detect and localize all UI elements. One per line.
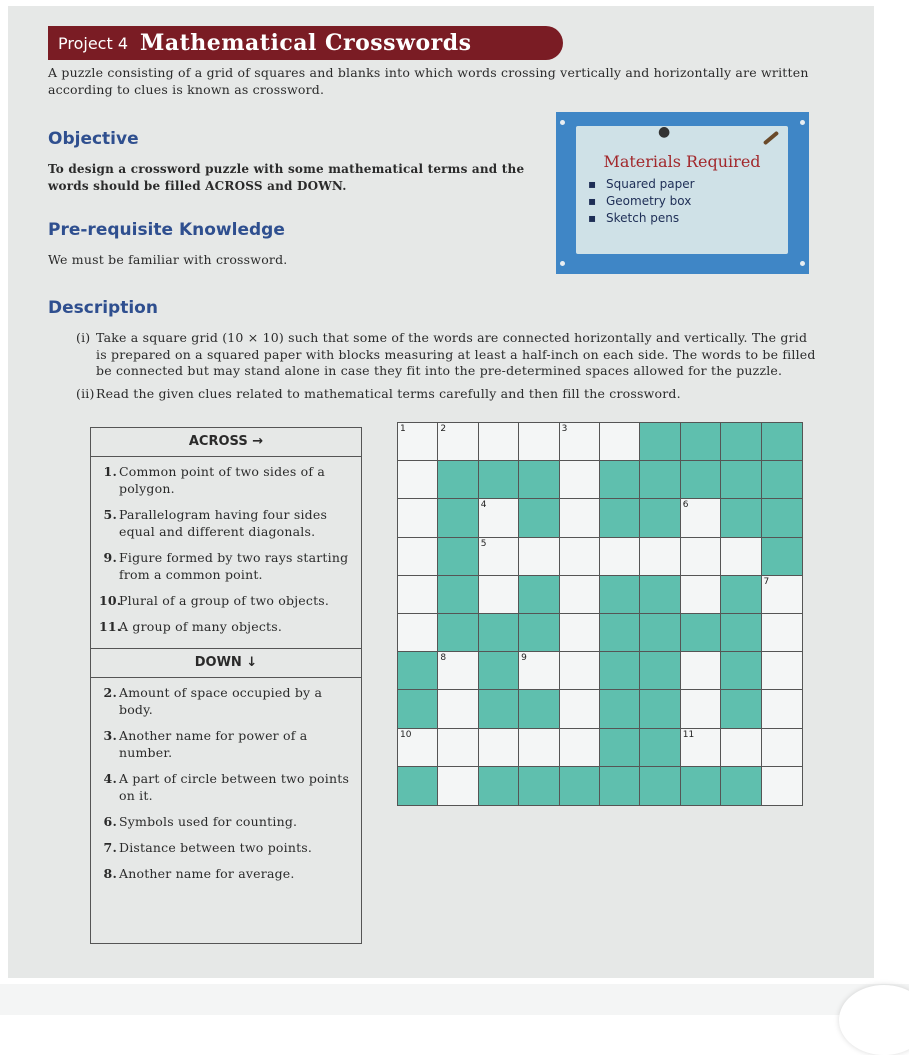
crossword-block-cell xyxy=(438,614,478,652)
pin-icon xyxy=(560,120,565,125)
crossword-cell[interactable] xyxy=(398,729,438,767)
crossword-cell[interactable] xyxy=(479,576,519,614)
crossword-cell[interactable] xyxy=(762,652,802,690)
crossword-block-cell xyxy=(600,614,640,652)
crossword-block-cell xyxy=(438,461,478,499)
crossword-block-cell xyxy=(398,652,438,690)
crossword-cell[interactable] xyxy=(560,690,600,728)
down-clue xyxy=(103,727,353,761)
cell-number: 3 xyxy=(561,424,568,434)
cell-number: 7 xyxy=(763,576,770,587)
cell-number: 6 xyxy=(682,500,689,511)
crossword-cell[interactable] xyxy=(398,423,438,461)
clue-number: 2. xyxy=(103,685,117,700)
description-item xyxy=(76,386,816,403)
crossword-block-cell xyxy=(640,576,680,614)
across-heading: ACROSS → xyxy=(91,428,361,457)
clue-number: 1. xyxy=(103,464,117,479)
crossword-block-cell xyxy=(721,614,761,652)
crossword-block-cell xyxy=(721,652,761,690)
crossword-cell[interactable] xyxy=(438,423,478,461)
crossword-block-cell xyxy=(479,652,519,690)
clue-number: 8. xyxy=(103,866,117,881)
clue-text: Plural of a group of two objects. xyxy=(119,593,330,608)
clue-number: 9. xyxy=(103,550,117,565)
project-title: Mathematical Crosswords xyxy=(140,30,472,56)
crossword-cell[interactable] xyxy=(519,423,559,461)
crossword-block-cell xyxy=(762,461,802,499)
clue-text: Parallelogram having four sides equal and different diagonals. xyxy=(119,507,328,539)
crossword-block-cell xyxy=(519,499,559,537)
crossword-cell[interactable] xyxy=(721,538,761,576)
project-label: Project 4 xyxy=(58,33,129,53)
crossword-block-cell xyxy=(600,461,640,499)
across-clue xyxy=(99,592,353,609)
description-item-text: Take a square grid (10 × 10) such that some of the words are connected horizontally and vertically. The grid is prepared on a squared paper with blocks measuring at least a half-inch on each side. The words to be filled be connected but may stand alone in case they fit into the pre-determined spaces allowed for the puzzle. xyxy=(96,330,816,378)
crossword-cell[interactable] xyxy=(721,729,761,767)
crossword-block-cell xyxy=(640,652,680,690)
crossword-cell[interactable] xyxy=(600,538,640,576)
crossword-block-cell xyxy=(762,538,802,576)
materials-item: ▪ Sketch pens xyxy=(606,210,695,227)
materials-list xyxy=(606,176,695,227)
clue-text: Distance between two points. xyxy=(119,840,313,855)
prerequisite-text: We must be familiar with crossword. xyxy=(48,252,288,267)
crossword-cell[interactable] xyxy=(681,652,721,690)
clue-number: 5. xyxy=(103,507,117,522)
crossword-block-cell xyxy=(600,690,640,728)
pin-icon xyxy=(800,120,805,125)
down-clue xyxy=(103,839,353,856)
crossword-cell[interactable] xyxy=(438,767,478,805)
crossword-block-cell xyxy=(438,499,478,537)
page-curl xyxy=(839,985,909,1055)
crossword-cell[interactable] xyxy=(560,652,600,690)
clue-text: A part of circle between two points on it. xyxy=(119,771,350,803)
crossword-cell[interactable] xyxy=(479,499,519,537)
down-clue xyxy=(103,813,353,830)
crossword-cell[interactable] xyxy=(681,690,721,728)
crossword-cell[interactable] xyxy=(600,423,640,461)
crossword-block-cell xyxy=(519,767,559,805)
description-item-text: Read the given clues related to mathematical terms carefully and then fill the crossword. xyxy=(96,385,681,401)
description-item-number: (i) xyxy=(76,330,91,345)
description-item-number: (ii) xyxy=(76,385,95,401)
down-clues xyxy=(91,678,361,895)
crossword-cell[interactable] xyxy=(681,729,721,767)
crossword-block-cell xyxy=(479,614,519,652)
background-strip xyxy=(0,984,909,1015)
across-clue xyxy=(103,463,353,497)
crossword-block-cell xyxy=(762,499,802,537)
down-heading: DOWN ↓ xyxy=(91,648,361,678)
down-clue xyxy=(103,684,353,718)
crossword-cell[interactable] xyxy=(762,614,802,652)
cell-number: 11 xyxy=(682,729,695,740)
pin-icon xyxy=(560,261,565,266)
crossword-block-cell xyxy=(479,461,519,499)
clue-text: Another name for average. xyxy=(119,866,295,881)
clue-number: 7. xyxy=(103,840,117,855)
across-clue xyxy=(103,506,353,540)
project-title-bar xyxy=(48,26,563,60)
crossword-cell[interactable] xyxy=(398,538,438,576)
clue-text: Amount of space occupied by a body. xyxy=(119,685,323,717)
cell-number: 8 xyxy=(440,653,447,664)
cell-number: 5 xyxy=(480,538,487,549)
objective-heading: Objective xyxy=(48,129,139,149)
crossword-cell[interactable] xyxy=(681,499,721,537)
crossword-block-cell xyxy=(762,423,802,461)
crossword-cell[interactable] xyxy=(438,729,478,767)
crossword-block-cell xyxy=(721,423,761,461)
materials-item: ▪ Squared paper xyxy=(606,176,695,193)
crossword-block-cell xyxy=(479,767,519,805)
crossword-cell[interactable] xyxy=(560,729,600,767)
crossword-grid xyxy=(397,422,803,806)
crossword-cell[interactable] xyxy=(479,729,519,767)
clue-text: Common point of two sides of a polygon. xyxy=(119,464,326,496)
crossword-block-cell xyxy=(438,538,478,576)
clue-number: 11. xyxy=(99,619,122,634)
crossword-cell[interactable] xyxy=(438,690,478,728)
crossword-cell[interactable] xyxy=(560,499,600,537)
materials-title: Materials Required xyxy=(603,152,761,171)
crossword-block-cell xyxy=(519,614,559,652)
crossword-block-cell xyxy=(681,614,721,652)
clue-text: Another name for power of a number. xyxy=(119,728,308,760)
description-list xyxy=(76,330,816,408)
crossword-block-cell xyxy=(721,461,761,499)
crossword-cell[interactable] xyxy=(438,652,478,690)
crossword-block-cell xyxy=(640,690,680,728)
crossword-block-cell xyxy=(681,423,721,461)
crossword-block-cell xyxy=(640,729,680,767)
crossword-cell[interactable] xyxy=(762,729,802,767)
crossword-cell[interactable] xyxy=(762,767,802,805)
clues-table xyxy=(90,427,362,944)
crossword-block-cell xyxy=(600,576,640,614)
crossword-cell[interactable] xyxy=(560,576,600,614)
crossword-block-cell xyxy=(519,461,559,499)
materials-box xyxy=(556,112,809,274)
crossword-cell[interactable] xyxy=(681,576,721,614)
crossword-cell[interactable] xyxy=(560,538,600,576)
crossword-block-cell xyxy=(640,423,680,461)
clue-text: Symbols used for counting. xyxy=(119,814,298,829)
objective-text: To design a crossword puzzle with some mathematical terms and the words should be filled ACROSS and DOWN. xyxy=(48,162,525,193)
crossword-block-cell xyxy=(438,576,478,614)
crossword-cell[interactable] xyxy=(519,538,559,576)
crossword-block-cell xyxy=(721,767,761,805)
cell-number: 10 xyxy=(400,729,412,740)
prerequisite-heading: Pre-requisite Knowledge xyxy=(48,220,285,240)
down-clue xyxy=(103,770,353,804)
clue-number: 3. xyxy=(103,728,117,743)
crossword-cell[interactable] xyxy=(398,461,438,499)
crossword-cell[interactable] xyxy=(519,729,559,767)
clue-number: 10. xyxy=(99,593,122,608)
description-item xyxy=(76,330,816,380)
crossword-cell[interactable] xyxy=(640,538,680,576)
crossword-cell[interactable] xyxy=(479,538,519,576)
clue-text: Figure formed by two rays starting from a common point. xyxy=(119,550,349,582)
crossword-block-cell xyxy=(398,690,438,728)
crossword-block-cell xyxy=(479,690,519,728)
crossword-block-cell xyxy=(600,729,640,767)
crossword-block-cell xyxy=(681,767,721,805)
cell-number: 9 xyxy=(521,653,527,664)
crossword-block-cell xyxy=(721,690,761,728)
crossword-block-cell xyxy=(600,767,640,805)
crossword-block-cell xyxy=(640,499,680,537)
down-clue xyxy=(103,865,353,882)
crossword-block-cell xyxy=(519,690,559,728)
across-clue xyxy=(99,618,353,635)
clue-number: 4. xyxy=(103,771,117,786)
crossword-block-cell xyxy=(519,576,559,614)
crossword-block-cell xyxy=(721,499,761,537)
crossword-block-cell xyxy=(600,652,640,690)
crossword-block-cell xyxy=(681,461,721,499)
crossword-block-cell xyxy=(640,767,680,805)
crossword-block-cell xyxy=(398,767,438,805)
crossword-block-cell xyxy=(560,767,600,805)
crossword-block-cell xyxy=(721,576,761,614)
cell-number: 1 xyxy=(400,424,406,434)
crossword-cell[interactable] xyxy=(762,690,802,728)
materials-note xyxy=(576,126,788,254)
cell-number: 4 xyxy=(480,500,487,511)
crossword-cell[interactable] xyxy=(398,499,438,537)
across-clues xyxy=(91,457,361,648)
cell-number: 2 xyxy=(440,424,447,434)
intro-text: A puzzle consisting of a grid of squares and blanks into which words crossing vertically and horizontally are written according to clues is known as crossword. xyxy=(48,65,809,97)
crossword-cell[interactable] xyxy=(398,614,438,652)
crossword-cell[interactable] xyxy=(479,423,519,461)
crossword-block-cell xyxy=(640,461,680,499)
crossword-cell[interactable] xyxy=(560,423,600,461)
crossword-block-cell xyxy=(640,614,680,652)
pin-icon xyxy=(800,261,805,266)
pen-icon xyxy=(763,131,779,146)
description-heading: Description xyxy=(48,298,158,318)
thumbtack-icon: ● xyxy=(658,124,671,140)
crossword-cell[interactable] xyxy=(762,576,802,614)
crossword-cell[interactable] xyxy=(560,614,600,652)
crossword-cell[interactable] xyxy=(681,538,721,576)
crossword-cell[interactable] xyxy=(560,461,600,499)
materials-item: ▪ Geometry box xyxy=(606,193,695,210)
clue-number: 6. xyxy=(103,814,117,829)
clue-text: A group of many objects. xyxy=(119,619,283,634)
across-clue xyxy=(103,549,353,583)
crossword-block-cell xyxy=(600,499,640,537)
crossword-cell[interactable] xyxy=(398,576,438,614)
crossword-cell[interactable] xyxy=(519,652,559,690)
